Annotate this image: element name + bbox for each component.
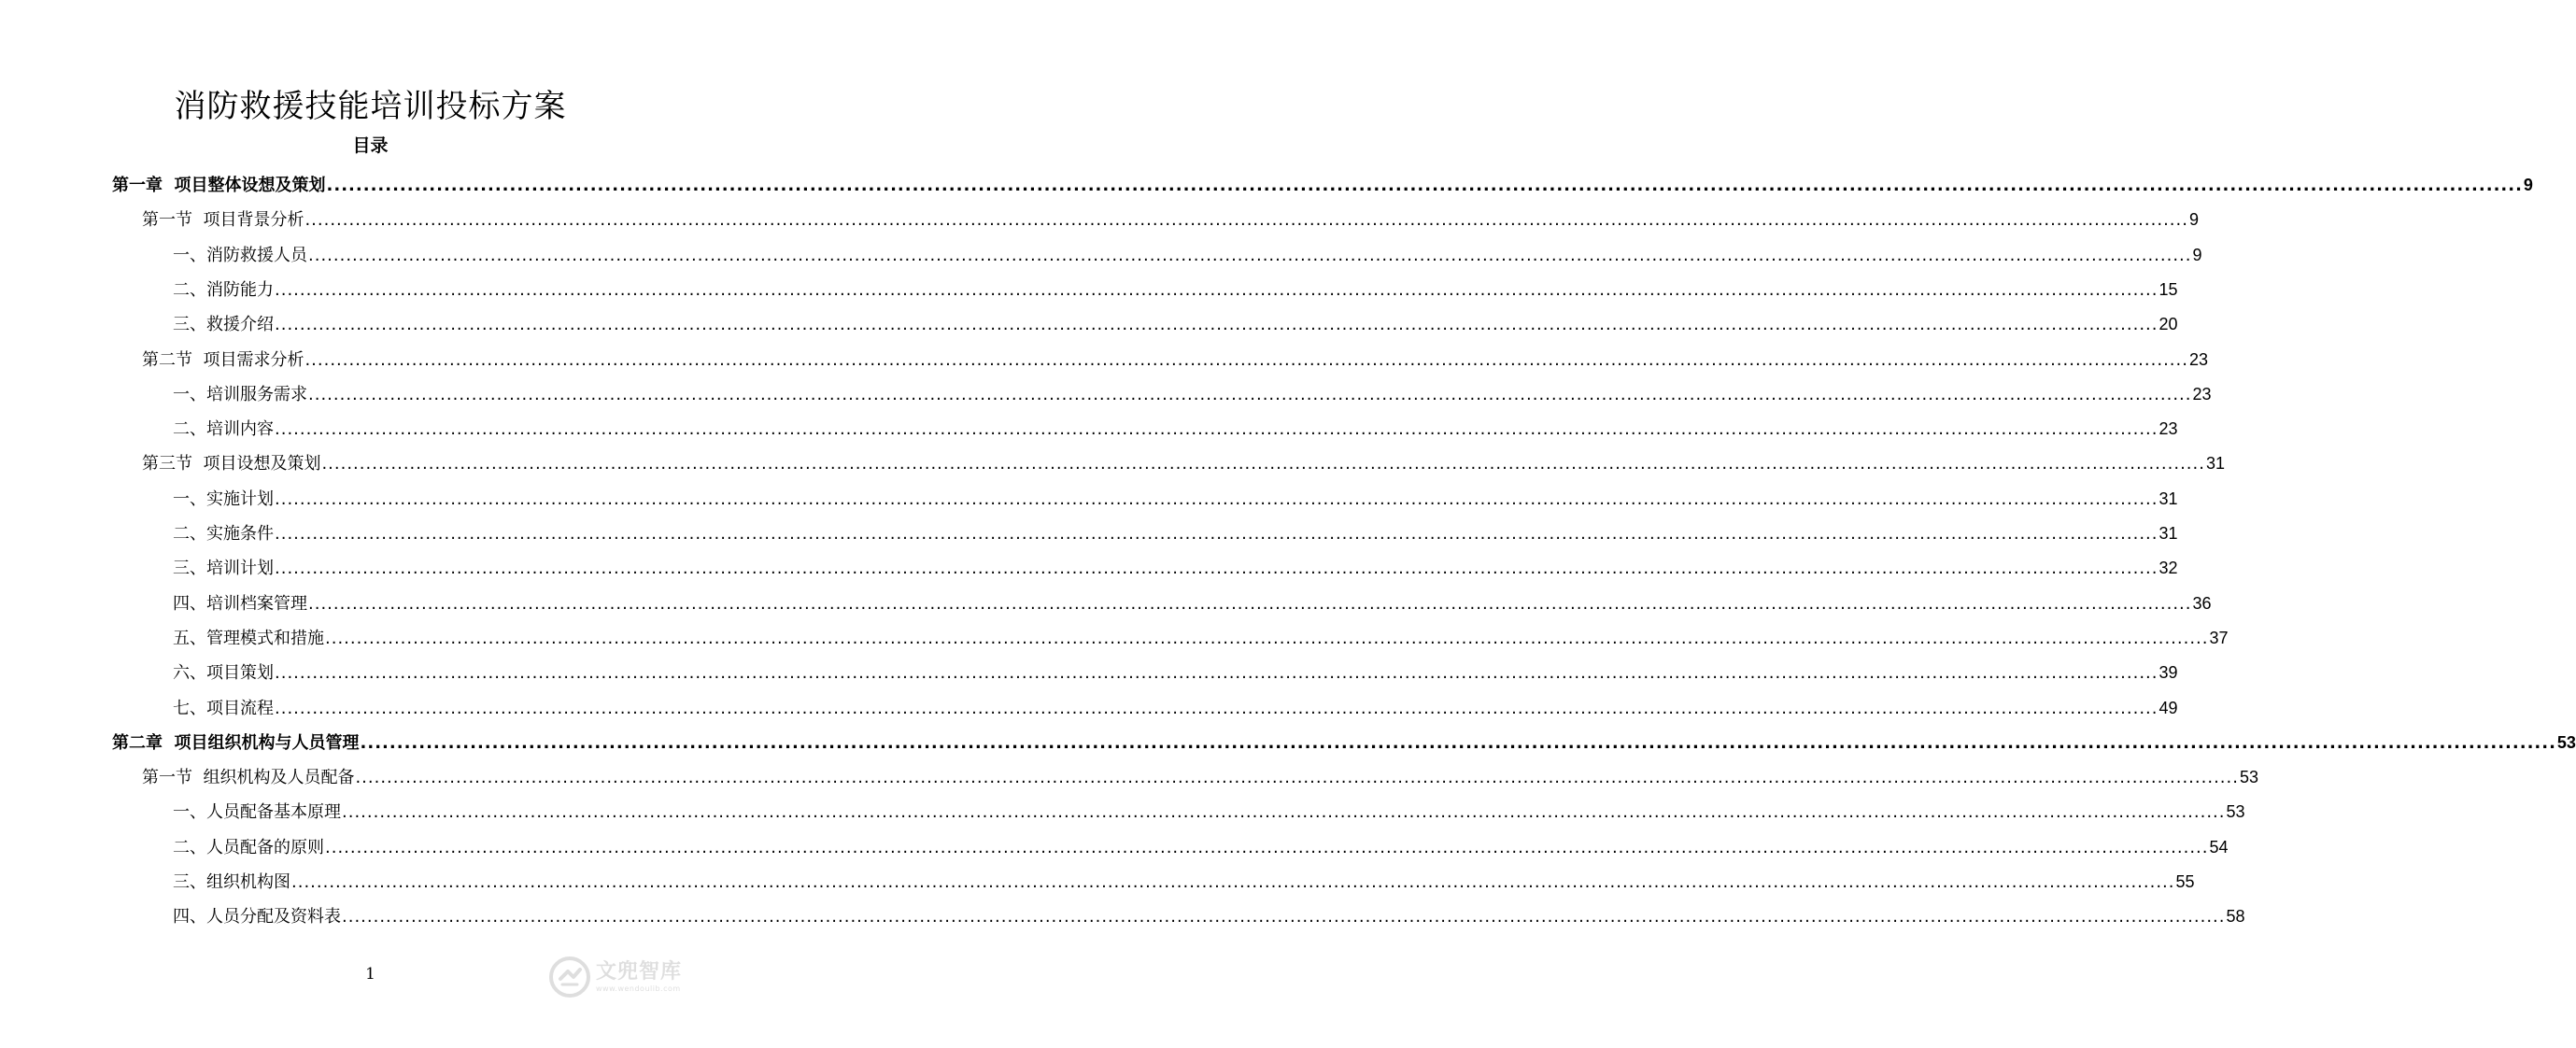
toc-entry-page: 53 [2239, 768, 2258, 786]
page-number: 1 [365, 965, 375, 984]
toc-entry-label: 七、项目流程 [173, 699, 274, 718]
toc-entry-section[interactable] [142, 347, 2208, 372]
toc-entry-page: 55 [2175, 872, 2195, 891]
toc-entry-label: 四、培训档案管理 [173, 594, 307, 614]
toc-entry-section[interactable] [142, 451, 2225, 475]
toc-entry-item[interactable] [173, 312, 2178, 336]
toc-dot-leader: ............................................................................................................................................................................................................................................................................................................ [325, 629, 2209, 648]
toc-entry-label: 四、人员分配及资料表 [173, 907, 341, 927]
toc-heading: 目录 [352, 135, 389, 156]
toc-entry-page: 53 [2226, 802, 2245, 821]
toc-entry-item[interactable] [173, 591, 2212, 616]
toc-entry-item[interactable] [173, 556, 2178, 580]
toc-entry-item[interactable] [173, 417, 2178, 441]
toc-dot-leader: ............................................................................................................................................................................................................................................................................................................ [275, 280, 2158, 300]
toc-entry-page: 53 [2556, 733, 2576, 752]
toc-dot-leader: ............................................................................................................................................................................................................................................................................................................ [275, 489, 2158, 509]
toc-entry-item[interactable] [173, 835, 2229, 859]
toc-entry-label: 一、实施计划 [173, 489, 274, 509]
toc-dot-leader: ............................................................................................................................................................................................................................................................................................................ [304, 350, 2188, 370]
toc-dot-leader: ............................................................................................................................................................................................................................................................................................................ [275, 524, 2158, 544]
toc-entry-label: 三、救援介绍 [173, 315, 274, 334]
wendou-logo-icon [549, 956, 590, 998]
toc-entry-page: 9 [2523, 176, 2533, 194]
toc-entry-page: 31 [2205, 454, 2225, 473]
toc-entry-item[interactable] [173, 696, 2178, 720]
toc-dot-leader: ............................................................................................................................................................................................................................................................................................................ [342, 907, 2226, 927]
toc-entry-label: 二、培训内容 [173, 419, 274, 439]
toc-entry-item[interactable] [173, 487, 2178, 511]
toc-entry-label: 二、实施条件 [173, 524, 274, 544]
watermark-name: 文兜智库 [596, 960, 683, 984]
toc-dot-leader: ............................................................................................................................................................................................................................................................................................................ [308, 246, 2192, 265]
toc-entry-page: 49 [2158, 699, 2178, 717]
toc-dot-leader: ............................................................................................................................................................................................................................................................................................................ [360, 733, 2556, 753]
toc-entry-page: 36 [2192, 594, 2212, 613]
toc-entry-section[interactable] [142, 207, 2199, 232]
toc-entry-item[interactable] [173, 870, 2195, 894]
toc-entry-label: 六、项目策划 [173, 663, 274, 683]
toc-dot-leader: ............................................................................................................................................................................................................................................................................................................ [342, 802, 2226, 822]
toc-dot-leader: ............................................................................................................................................................................................................................................................................................................ [308, 594, 2192, 614]
toc-entry-label: 五、管理模式和措施 [173, 629, 324, 648]
toc-dot-leader: ............................................................................................................................................................................................................................................................................................................ [325, 838, 2209, 857]
toc-entry-label: 一、消防救援人员 [173, 246, 307, 265]
watermark-url: www.wendoulib.com [596, 984, 681, 993]
toc-entry-item[interactable] [173, 243, 2202, 267]
toc-entry-label: 第三节 项目设想及策划 [142, 454, 321, 474]
toc-entry-page: 39 [2158, 663, 2178, 682]
toc-entry-page: 31 [2158, 524, 2178, 543]
toc-entry-page: 15 [2158, 280, 2178, 299]
toc-dot-leader: ............................................................................................................................................................................................................................................................................................................ [326, 176, 2523, 195]
toc-entry-label: 二、人员配备的原则 [173, 838, 324, 857]
toc-entry-page: 9 [2188, 210, 2199, 229]
toc-entry-item[interactable] [173, 626, 2229, 650]
toc-dot-leader: ............................................................................................................................................................................................................................................................................................................ [308, 385, 2192, 404]
toc-entry-page: 23 [2188, 350, 2208, 369]
toc-entry-page: 37 [2209, 629, 2229, 647]
toc-dot-leader: ............................................................................................................................................................................................................................................................................................................ [275, 315, 2158, 334]
toc-entry-page: 54 [2209, 838, 2229, 857]
toc-entry-label: 第一节 项目背景分析 [142, 210, 304, 230]
toc-entry-item[interactable] [173, 382, 2212, 406]
toc-entry-item[interactable] [173, 660, 2178, 685]
toc-entry-page: 20 [2158, 315, 2178, 333]
toc-entry-label: 三、培训计划 [173, 559, 274, 578]
toc-entry-page: 32 [2158, 559, 2178, 577]
toc-entry-item[interactable] [173, 277, 2178, 302]
toc-entry-item[interactable] [173, 800, 2245, 824]
toc-entry-page: 58 [2226, 907, 2245, 926]
toc-entry-label: 二、消防能力 [173, 280, 274, 300]
toc-dot-leader: ............................................................................................................................................................................................................................................................................................................ [291, 872, 2175, 892]
toc-entry-page: 31 [2158, 489, 2178, 508]
toc-entry-chapter[interactable] [112, 730, 2576, 755]
document-title: 消防救援技能培训投标方案 [174, 88, 567, 125]
toc-entry-label: 第二节 项目需求分析 [142, 350, 304, 370]
toc-entry-page: 23 [2192, 385, 2212, 404]
toc-entry-page: 23 [2158, 419, 2178, 438]
toc-dot-leader: ............................................................................................................................................................................................................................................................................................................ [275, 699, 2158, 718]
toc-entry-label: 第一节 组织机构及人员配备 [142, 768, 355, 787]
toc-entry-item[interactable] [173, 904, 2245, 928]
watermark [549, 953, 708, 1001]
toc-entry-item[interactable] [173, 521, 2178, 545]
toc-dot-leader: ............................................................................................................................................................................................................................................................................................................ [321, 454, 2205, 474]
toc-entry-section[interactable] [142, 765, 2258, 789]
toc-dot-leader: ............................................................................................................................................................................................................................................................................................................ [304, 210, 2188, 230]
toc-dot-leader: ............................................................................................................................................................................................................................................................................................................ [275, 663, 2158, 683]
toc-entry-label: 一、培训服务需求 [173, 385, 307, 404]
toc-dot-leader: ............................................................................................................................................................................................................................................................................................................ [355, 768, 2239, 787]
toc-entry-label: 第二章 项目组织机构与人员管理 [112, 733, 360, 753]
toc-entry-chapter[interactable] [112, 173, 2533, 197]
toc-dot-leader: ............................................................................................................................................................................................................................................................................................................ [275, 559, 2158, 578]
toc-dot-leader: ............................................................................................................................................................................................................................................................................................................ [275, 419, 2158, 439]
toc-entry-label: 一、人员配备基本原理 [173, 802, 341, 822]
toc-entry-label: 三、组织机构图 [173, 872, 290, 892]
toc-entry-page: 9 [2192, 246, 2202, 264]
toc-entry-label: 第一章 项目整体设想及策划 [112, 176, 326, 195]
